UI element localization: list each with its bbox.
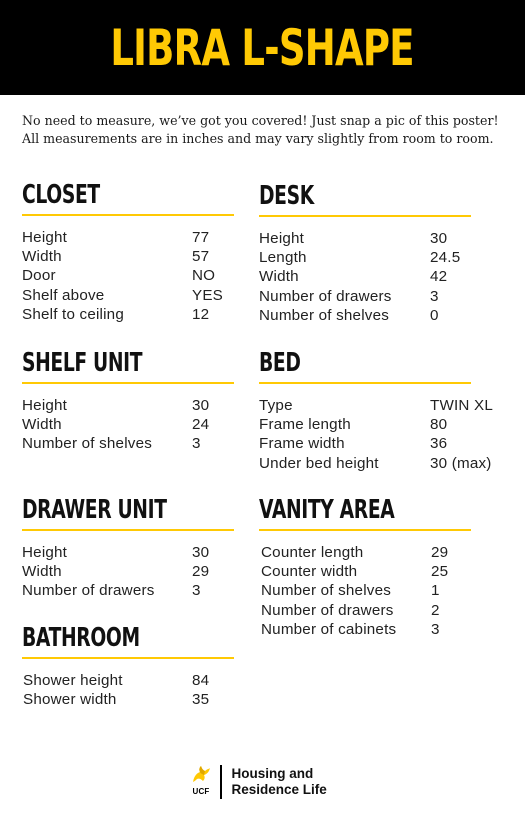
spec-value: 25 — [431, 563, 449, 581]
spec-value: 80 — [430, 416, 448, 434]
spec-label: Width — [259, 268, 299, 286]
section-title: SHELF UNIT — [22, 348, 143, 378]
spec-label: Number of shelves — [259, 306, 390, 324]
spec-label: Type — [259, 397, 293, 414]
spec-row — [22, 543, 234, 562]
spec-label: Frame length — [259, 416, 351, 434]
section-title: DRAWER UNIT — [22, 495, 167, 525]
spec-value: 30 — [192, 397, 210, 414]
spec-value: 77 — [192, 229, 210, 246]
spec-value: YES — [192, 286, 223, 304]
section-bed — [259, 348, 493, 473]
spec-value: 29 — [431, 544, 449, 561]
spec-label: Height — [22, 229, 68, 246]
spec-label: Door — [22, 267, 56, 285]
section-drawer-unit — [22, 495, 234, 601]
spec-label: Width — [22, 248, 62, 266]
spec-label: Number of cabinets — [261, 620, 397, 638]
spec-label: Under bed height — [259, 454, 379, 472]
section-title: CLOSET — [22, 180, 100, 210]
spec-row — [22, 415, 234, 434]
spec-row — [259, 248, 471, 267]
spec-label: Number of shelves — [261, 582, 392, 600]
section-bathroom — [22, 623, 234, 709]
spec-value: 42 — [430, 268, 448, 286]
spec-label: Shelf to ceiling — [22, 305, 124, 323]
spec-value: 30 (max) — [430, 454, 492, 472]
spec-value: 35 — [192, 691, 210, 709]
intro-line-2: All measurements are in inches and may vary slightly from room to room. — [22, 131, 494, 146]
section-divider — [259, 215, 471, 217]
spec-row — [22, 434, 234, 453]
spec-row — [22, 305, 234, 324]
spec-row — [22, 286, 234, 305]
spec-value: 3 — [430, 287, 439, 305]
spec-row — [22, 562, 234, 581]
spec-row — [259, 287, 471, 306]
spec-row — [261, 581, 471, 600]
spec-row — [23, 690, 234, 709]
section-divider — [259, 529, 471, 531]
section-shelf-unit — [22, 348, 234, 454]
pegasus-icon — [190, 764, 212, 786]
spec-value: 3 — [192, 435, 201, 453]
spec-value: 3 — [431, 620, 440, 638]
spec-row — [259, 415, 471, 434]
spec-value: 1 — [431, 582, 440, 600]
section-title: DESK — [259, 181, 314, 211]
spec-row — [259, 396, 493, 415]
spec-value: 3 — [192, 582, 201, 600]
section-closet — [22, 180, 234, 324]
intro-line-1: No need to measure, we’ve got you covered! Just snap a pic of this poster! — [22, 113, 499, 128]
spec-row — [261, 562, 471, 581]
page-title: LIBRA L-SHAPE — [110, 18, 415, 77]
spec-label: Number of drawers — [22, 582, 155, 600]
spec-row — [22, 581, 234, 600]
section-divider — [22, 382, 234, 384]
spec-row — [259, 267, 471, 286]
footer-line-2: Residence Life — [231, 782, 327, 797]
spec-label: Number of shelves — [22, 435, 153, 453]
spec-label: Width — [22, 563, 62, 581]
section-divider — [22, 214, 234, 216]
section-title: VANITY AREA — [259, 495, 395, 525]
spec-label: Shelf above — [22, 286, 105, 304]
spec-row — [259, 306, 471, 325]
spec-row — [23, 671, 234, 690]
ucf-logo-text: UCF — [192, 787, 210, 796]
spec-row — [259, 434, 471, 453]
spec-value: 12 — [192, 305, 210, 323]
spec-value: TWIN XL — [430, 397, 493, 414]
spec-label: Shower height — [23, 672, 123, 689]
spec-label: Number of drawers — [259, 287, 392, 305]
spec-value: 2 — [431, 601, 440, 619]
spec-label: Counter width — [261, 563, 358, 581]
spec-value: 30 — [192, 544, 210, 561]
spec-value: 57 — [192, 248, 210, 266]
spec-label: Length — [259, 249, 307, 267]
spec-value: 24 — [192, 416, 210, 434]
spec-row — [22, 396, 234, 415]
spec-row — [259, 454, 492, 473]
spec-value: 0 — [430, 306, 439, 324]
spec-value: 30 — [430, 230, 448, 247]
section-divider — [22, 657, 234, 659]
spec-row — [22, 247, 234, 266]
spec-value: 24.5 — [430, 249, 461, 267]
spec-row — [22, 228, 234, 247]
ucf-logo — [188, 764, 214, 800]
section-divider — [259, 382, 471, 384]
section-vanity-area — [259, 495, 471, 639]
spec-label: Height — [22, 544, 68, 561]
spec-label: Height — [259, 230, 305, 247]
spec-value: 84 — [192, 672, 210, 689]
spec-label: Shower width — [23, 691, 117, 709]
spec-label: Frame width — [259, 435, 345, 453]
spec-label: Counter length — [261, 544, 364, 561]
spec-label: Width — [22, 416, 62, 434]
spec-label: Height — [22, 397, 68, 414]
intro-text — [22, 112, 512, 148]
section-title: BED — [259, 348, 301, 378]
section-divider — [22, 529, 234, 531]
spec-row — [261, 601, 471, 620]
spec-row — [22, 266, 234, 285]
spec-row — [259, 229, 471, 248]
spec-row — [261, 543, 471, 562]
footer-org-name — [232, 766, 327, 798]
spec-label: Number of drawers — [261, 601, 394, 619]
section-desk — [259, 181, 471, 325]
footer-line-1: Housing and — [231, 766, 314, 781]
spec-value: NO — [192, 267, 216, 285]
spec-value: 36 — [430, 435, 448, 453]
spec-row — [261, 620, 471, 639]
spec-value: 29 — [192, 563, 210, 581]
header-banner — [0, 0, 525, 95]
section-title: BATHROOM — [22, 623, 140, 653]
footer — [188, 762, 327, 802]
footer-divider — [220, 765, 222, 799]
